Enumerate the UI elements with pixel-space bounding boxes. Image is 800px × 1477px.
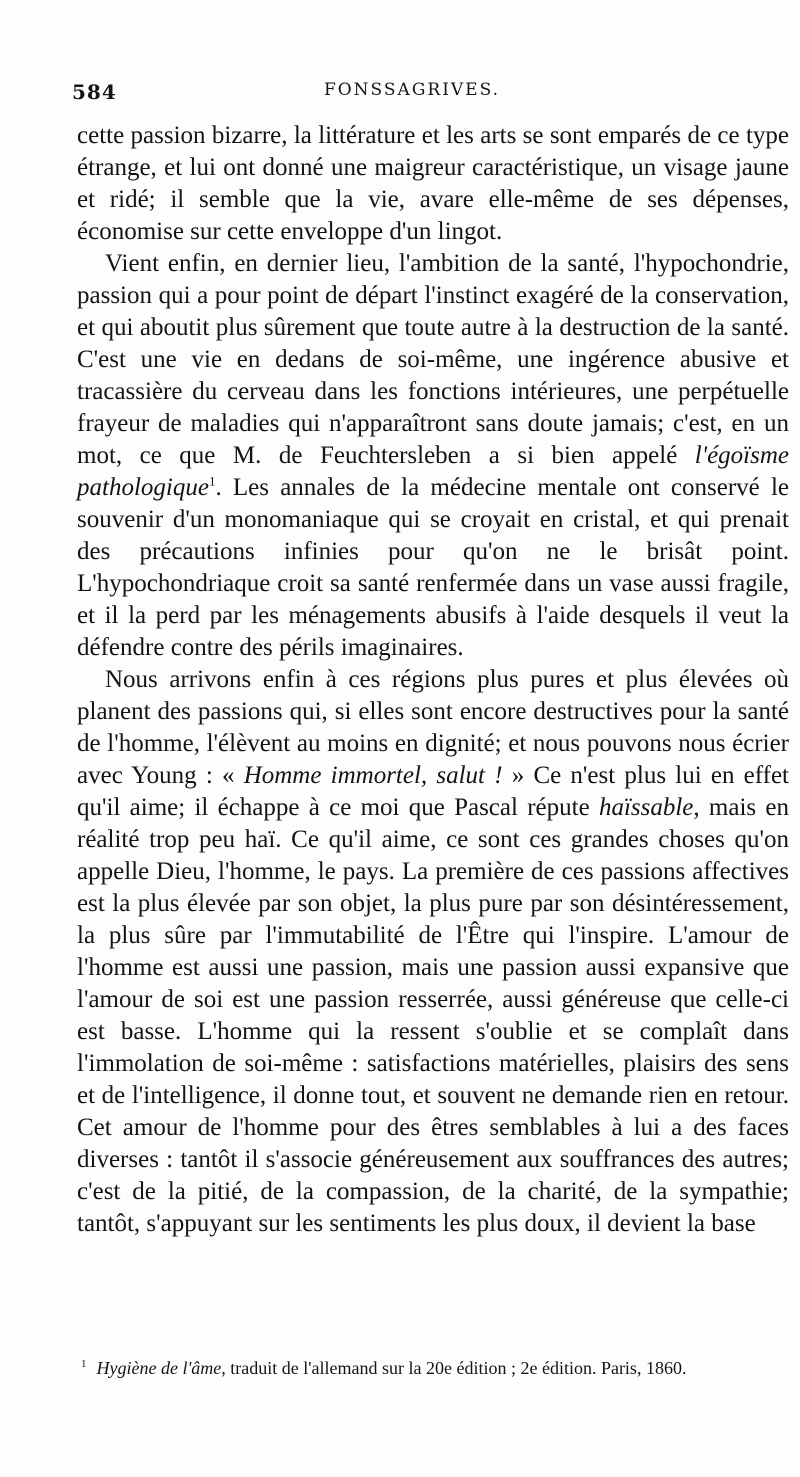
page-header — [72, 80, 752, 110]
paragraph-2 — [77, 248, 789, 664]
paragraph-3-part-c: , mais en réalité trop peu haï. Ce qu'il aime, ce sont ces grandes choses qu'on appelle Dieu, l'homme, le pays. La première de ces passions affectives est la plus élevée par son objet, la plus pure par son désintéressement, la plus sûre par l'immutabilité de l'Être qui l'inspire. L'amour de l'homme est aussi une passion, mais une passion aussi expansive que l'amour de soi est une passion resserrée, aussi généreuse que celle-ci est basse. L'homme qui la ressent s'oublie et se complaît dans l'immolation de soi-même : satisfactions matérielles, plaisirs des sens et de l'intelligence, il donne tout, et souvent ne demande rien en retour. Cet amour de l'homme pour des êtres semblables à lui a des faces diverses : tantôt il s'associe généreusement aux souffrances des autres; c'est de la pitié, de la compassion, de la charité, de la sympathie; tantôt, s'appuyant sur les sentiments les plus doux, il devient la base — [77, 794, 789, 1237]
paragraph-3 — [77, 664, 789, 1240]
paragraph-3-part-a: Nous arrivons enfin à ces régions plus pures et plus élevées où planent des passions qui, si elles sont encore destructives pour la santé de l'homme, l'élèvent au moins en dignité; et nous pouvons nous écrier avec Young : « — [77, 666, 789, 789]
paragraph-3-italic: Homme immortel, salut ! — [243, 762, 503, 789]
paragraph-3-italic-2: haïssable — [598, 794, 694, 821]
footnote-mark: 1 — [81, 1358, 87, 1370]
body-text — [77, 120, 789, 1240]
footnote-reference: 1 — [208, 473, 216, 489]
running-head: FONSSAGRIVES. — [323, 80, 501, 100]
paragraph-3-part-b: » Ce n'est plus lui en effet qu'il aime; il échappe à ce moi que Pascal répute — [77, 762, 790, 821]
footnote-title: Hygiène de l'âme — [96, 1358, 222, 1378]
paragraph-1: cette passion bizarre, la littérature et les arts se sont emparés de ce type étrange, et lui ont donné une maigreur caractéristique, un visage jaune et ridé; il semble que la vie, avare elle-même de ses dépenses, économise sur cette enveloppe d'un lingot. — [77, 122, 789, 245]
paragraph-2-part-a: Vient enfin, en dernier lieu, l'ambition de la santé, l'hypochondrie, passion qui a pour point de départ l'instinct exagéré de la conservation, et qui aboutit plus sûrement que toute autre à la destruction de la santé. C'est une vie en dedans de soi-même, une ingérence abusive et tracassière du cerveau dans les fonctions intérieures, une perpétuelle frayeur de maladies qui n'apparaîtront sans doute jamais; c'est, en un mot, ce que M. de Feuchtersleben a si bien appelé — [77, 250, 789, 469]
footnote-text: , traduit de l'allemand sur la 20e édition ; 2e édition. Paris, 1860. — [221, 1358, 687, 1378]
paragraph-2-part-b: . Les annales de la médecine mentale ont conservé le souvenir d'un monomaniaque qui se croyait en cristal, et qui prenait des précautions infinies pour qu'on ne le brisât point. L'hypochondriaque croit sa santé renfermée dans un vase aussi fragile, et il la perd par les ménagements abusifs à l'aide desquels il veut la défendre contre des périls imaginaires. — [77, 474, 789, 661]
paragraph-2-italic: l'égoïsme pathologique — [77, 442, 789, 501]
page-number: 584 — [72, 80, 117, 104]
footnote — [77, 1353, 789, 1379]
